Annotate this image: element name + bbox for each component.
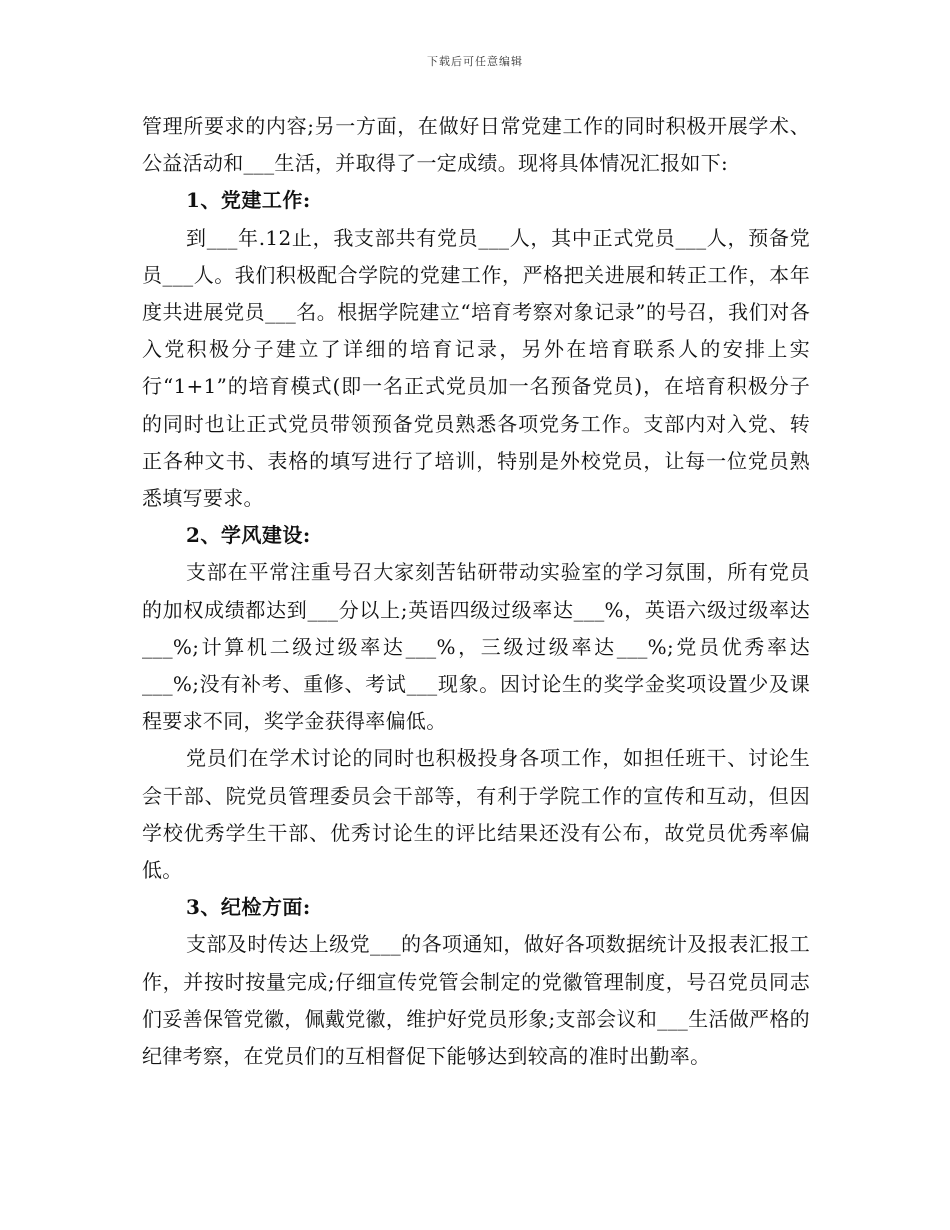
study-style-paragraph-1: 支部在平常注重号召大家刻苦钻研带动实验室的学习氛围，所有党员的加权成绩都达到___分以上;英语四级过级率达___%，英语六级过级率达___%;计算机二级过级率达___%，三级过级率达___%;党员优秀率达___%;没有补考、重修、考试___现象。因讨论生的奖学金奖项设置少及课程要求不同，奖学金获得率偏低。 — [142, 560, 810, 734]
section-heading-party-building: 1、党建工作: — [186, 188, 311, 213]
discipline-paragraph: 支部及时传达上级党___的各项通知，做好各项数据统计及报表汇报工作，并按时按量完成;仔细宣传党管会制定的党徽管理制度，号召党员同志们妥善保管党徽，佩戴党徽，维护好党员形象;支部会议和___生活做严格的纪律考察，在党员们的互相督促下能够达到较高的准时出勤率。 — [142, 932, 810, 1069]
study-style-paragraph-2: 党员们在学术讨论的同时也积极投身各项工作，如担任班干、讨论生会干部、院党员管理委员会干部等，有利于学院工作的宣传和互动，但因学校优秀学生干部、优秀讨论生的评比结果还没有公布，故党员优秀率偏低。 — [142, 746, 810, 883]
document-body — [142, 108, 810, 1075]
section-heading-discipline: 3、纪检方面: — [186, 895, 311, 920]
page-header: 下载后可任意编辑 — [427, 55, 523, 68]
section-heading-study-style: 2、学风建设: — [186, 523, 311, 548]
intro-paragraph: 管理所要求的内容;另一方面，在做好日常党建工作的同时积极开展学术、公益活动和___生活，并取得了一定成绩。现将具体情况汇报如下: — [142, 114, 810, 176]
party-building-paragraph: 到___年.12止，我支部共有党员___人，其中正式党员___人，预备党员___人。我们积极配合学院的党建工作，严格把关进展和转正工作，本年度共进展党员___名。根据学院建立“培育考察对象记录”的号召，我们对各入党积极分子建立了详细的培育记录，另外在培育联系人的安排上实行“1+1”的培育模式(即一名正式党员加一名预备党员)，在培育积极分子的同时也让正式党员带领预备党员熟悉各项党务工作。支部内对入党、转正各种文书、表格的填写进行了培训，特别是外校党员，让每一位党员熟悉填写要求。 — [142, 225, 810, 511]
